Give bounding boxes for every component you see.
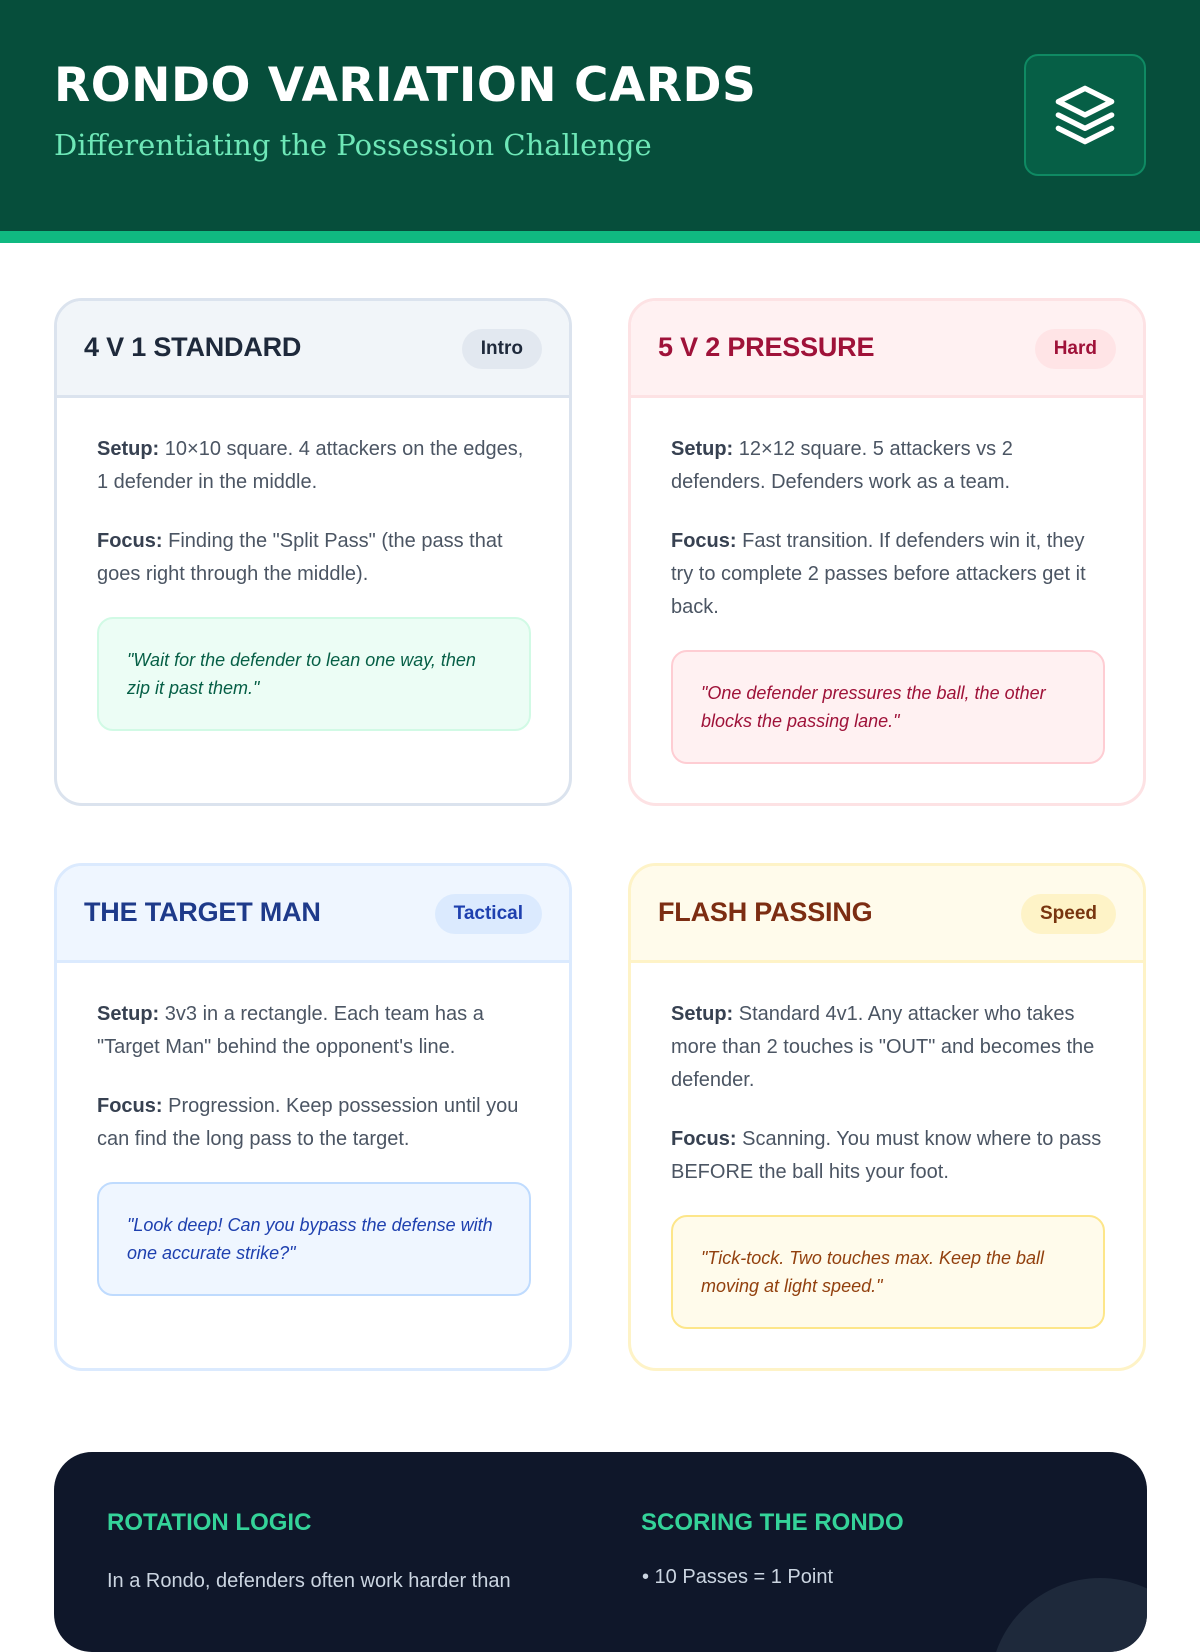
rotation-logic-heading: ROTATION LOGIC — [107, 1509, 312, 1536]
card-header — [57, 301, 569, 398]
coach-quote: "One defender pressures the ball, the other blocks the passing lane." — [671, 650, 1105, 764]
setup-label: Setup: — [671, 438, 734, 460]
difficulty-tag: Speed — [1021, 894, 1116, 934]
focus-label: Focus: — [671, 1128, 737, 1150]
page-header — [0, 0, 1200, 231]
card-title: 4 V 1 STANDARD — [84, 332, 302, 362]
focus-label: Focus: — [97, 530, 163, 552]
card-5v2-pressure — [628, 298, 1146, 806]
card-flash-passing — [628, 863, 1146, 1371]
setup-label: Setup: — [97, 1003, 160, 1025]
card-title: THE TARGET MAN — [84, 897, 321, 927]
focus-text — [671, 525, 1111, 624]
setup-value: Standard 4v1. Any attacker who takes more than 2 touches is "OUT" and becomes the defender. — [671, 1003, 1095, 1091]
coach-quote: "Look deep! Can you bypass the defense with one accurate strike?" — [97, 1182, 531, 1296]
info-panel — [54, 1452, 1147, 1652]
card-header — [631, 866, 1143, 963]
difficulty-tag: Tactical — [435, 894, 542, 934]
card-body — [97, 433, 537, 731]
page-subtitle: Differentiating the Possession Challenge — [54, 128, 652, 162]
page-title: RONDO VARIATION CARDS — [54, 58, 757, 113]
setup-text — [97, 433, 537, 499]
card-target-man — [54, 863, 572, 1371]
difficulty-tag: Hard — [1035, 329, 1116, 369]
header-accent-bar — [0, 231, 1200, 243]
rotation-logic-text: In a Rondo, defenders often work harder than — [107, 1570, 511, 1592]
layers-icon — [1053, 83, 1117, 147]
coach-quote: "Wait for the defender to lean one way, then zip it past them." — [97, 617, 531, 731]
setup-text — [97, 998, 537, 1064]
header-icon-badge — [1024, 54, 1146, 176]
card-title: 5 V 2 PRESSURE — [658, 332, 875, 362]
card-body — [97, 998, 537, 1296]
difficulty-tag: Intro — [462, 329, 542, 369]
card-body — [671, 433, 1111, 764]
setup-text — [671, 433, 1111, 499]
coach-quote: "Tick-tock. Two touches max. Keep the ball moving at light speed." — [671, 1215, 1105, 1329]
decorative-circle — [990, 1578, 1147, 1652]
focus-value: Finding the "Split Pass" (the pass that goes right through the middle). — [97, 530, 503, 585]
focus-text — [97, 1090, 537, 1156]
focus-value: Fast transition. If defenders win it, they try to complete 2 passes before attackers get it back. — [671, 530, 1086, 618]
scoring-heading: SCORING THE RONDO — [641, 1509, 904, 1536]
focus-value: Scanning. You must know where to pass BEFORE the ball hits your foot. — [671, 1128, 1102, 1183]
setup-value: 12×12 square. 5 attackers vs 2 defenders. Defenders work as a team. — [671, 438, 1013, 493]
setup-value: 3v3 in a rectangle. Each team has a "Target Man" behind the opponent's line. — [97, 1003, 484, 1058]
card-header — [631, 301, 1143, 398]
setup-value: 10×10 square. 4 attackers on the edges, 1 defender in the middle. — [97, 438, 524, 493]
setup-label: Setup: — [671, 1003, 734, 1025]
focus-label: Focus: — [97, 1095, 163, 1117]
focus-value: Progression. Keep possession until you can find the long pass to the target. — [97, 1095, 519, 1150]
focus-text — [97, 525, 537, 591]
focus-label: Focus: — [671, 530, 737, 552]
setup-label: Setup: — [97, 438, 160, 460]
setup-text — [671, 998, 1111, 1097]
card-body — [671, 998, 1111, 1329]
scoring-item: • 10 Passes = 1 Point — [642, 1566, 834, 1588]
card-4v1-standard — [54, 298, 572, 806]
card-header — [57, 866, 569, 963]
focus-text — [671, 1123, 1111, 1189]
card-title: FLASH PASSING — [658, 897, 873, 927]
